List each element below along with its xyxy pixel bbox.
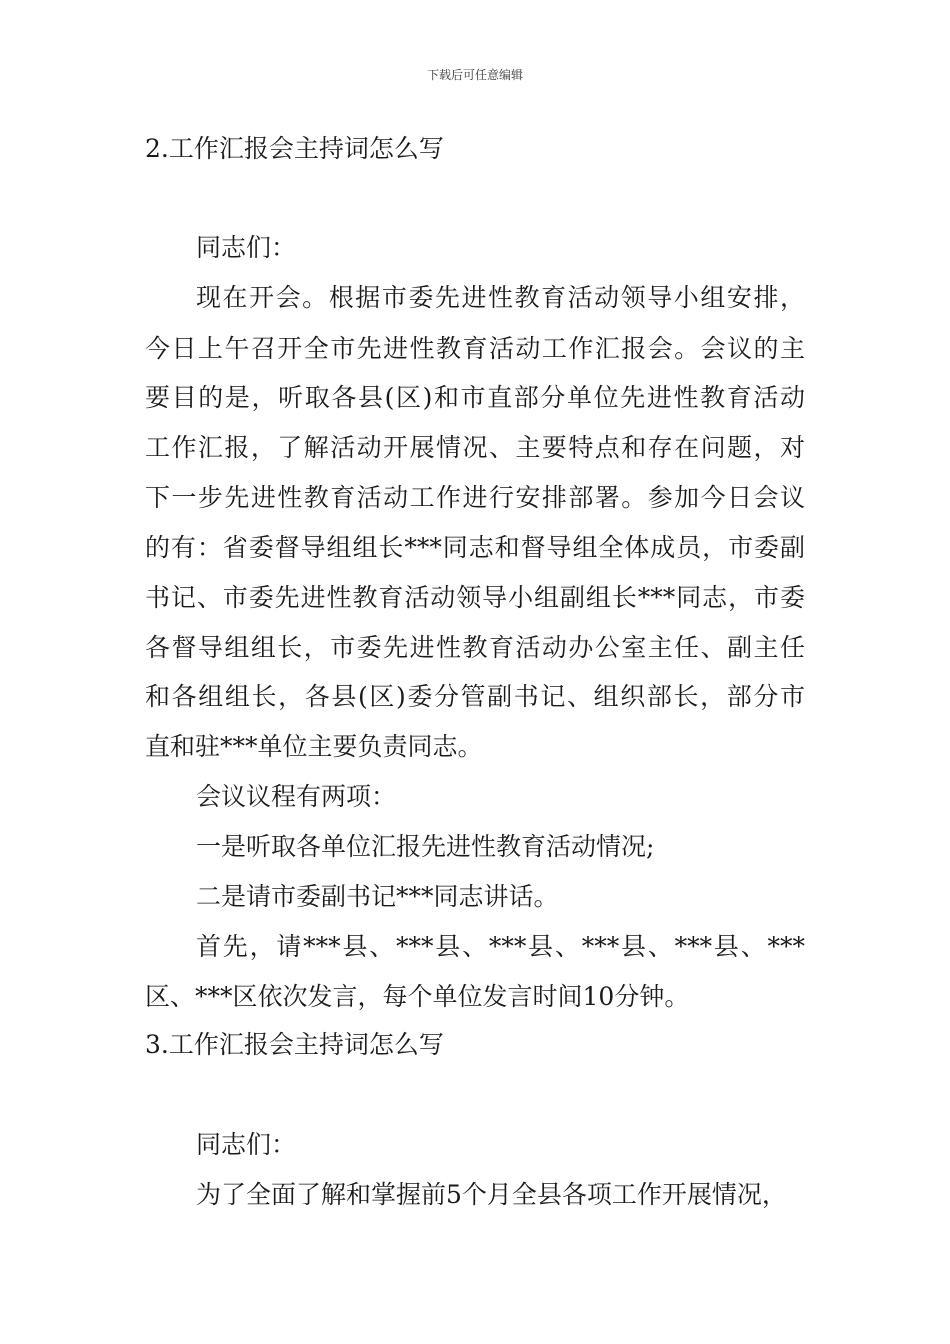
paragraph-line: 下一步先进性教育活动工作进行安排部署。参加今日会议 — [145, 483, 805, 512]
section-3-title: 3.工作汇报会主持词怎么写 — [145, 1030, 444, 1059]
section-2-salutation: 同志们： — [196, 233, 297, 262]
closing-line: 首先，请***县、***县、***县、***县、***县、*** — [196, 932, 805, 961]
closing-line: 区、***区依次发言，每个单位发言时间10分钟。 — [145, 982, 690, 1011]
paragraph-line: 现在开会。根据市委先进性教育活动领导小组安排， — [196, 283, 805, 312]
paragraph-line: 各督导组组长，市委先进性教育活动办公室主任、副主任 — [145, 633, 805, 662]
paragraph-line: 要目的是，听取各县(区)和市直部分单位先进性教育活动 — [145, 383, 805, 412]
section-2-title: 2.工作汇报会主持词怎么写 — [145, 134, 444, 163]
agenda-item-2: 二是请市委副书记***同志讲话。 — [196, 882, 559, 911]
paragraph-line: 今日上午召开全市先进性教育活动工作汇报会。会议的主 — [145, 334, 805, 363]
agenda-item-1: 一是听取各单位汇报先进性教育活动情况; — [196, 832, 655, 861]
agenda-intro: 会议议程有两项： — [196, 782, 397, 811]
paragraph-line: 和各组组长，各县(区)委分管副书记、组织部长，部分市 — [145, 682, 805, 711]
paragraph-line: 书记、市委先进性教育活动领导小组副组长***同志，市委 — [145, 583, 805, 612]
paragraph-line: 的有：省委督导组组长***同志和督导组全体成员，市委副 — [145, 533, 805, 562]
paragraph-line: 工作汇报，了解活动开展情况、主要特点和存在问题，对 — [145, 433, 805, 462]
section-3-salutation: 同志们： — [196, 1130, 297, 1159]
section-3-paragraph-line: 为了全面了解和掌握前5个月全县各项工作开展情况， — [196, 1180, 787, 1209]
paragraph-line: 直和驻***单位主要负责同志。 — [145, 732, 483, 761]
download-note: 下载后可任意编辑 — [426, 68, 523, 82]
